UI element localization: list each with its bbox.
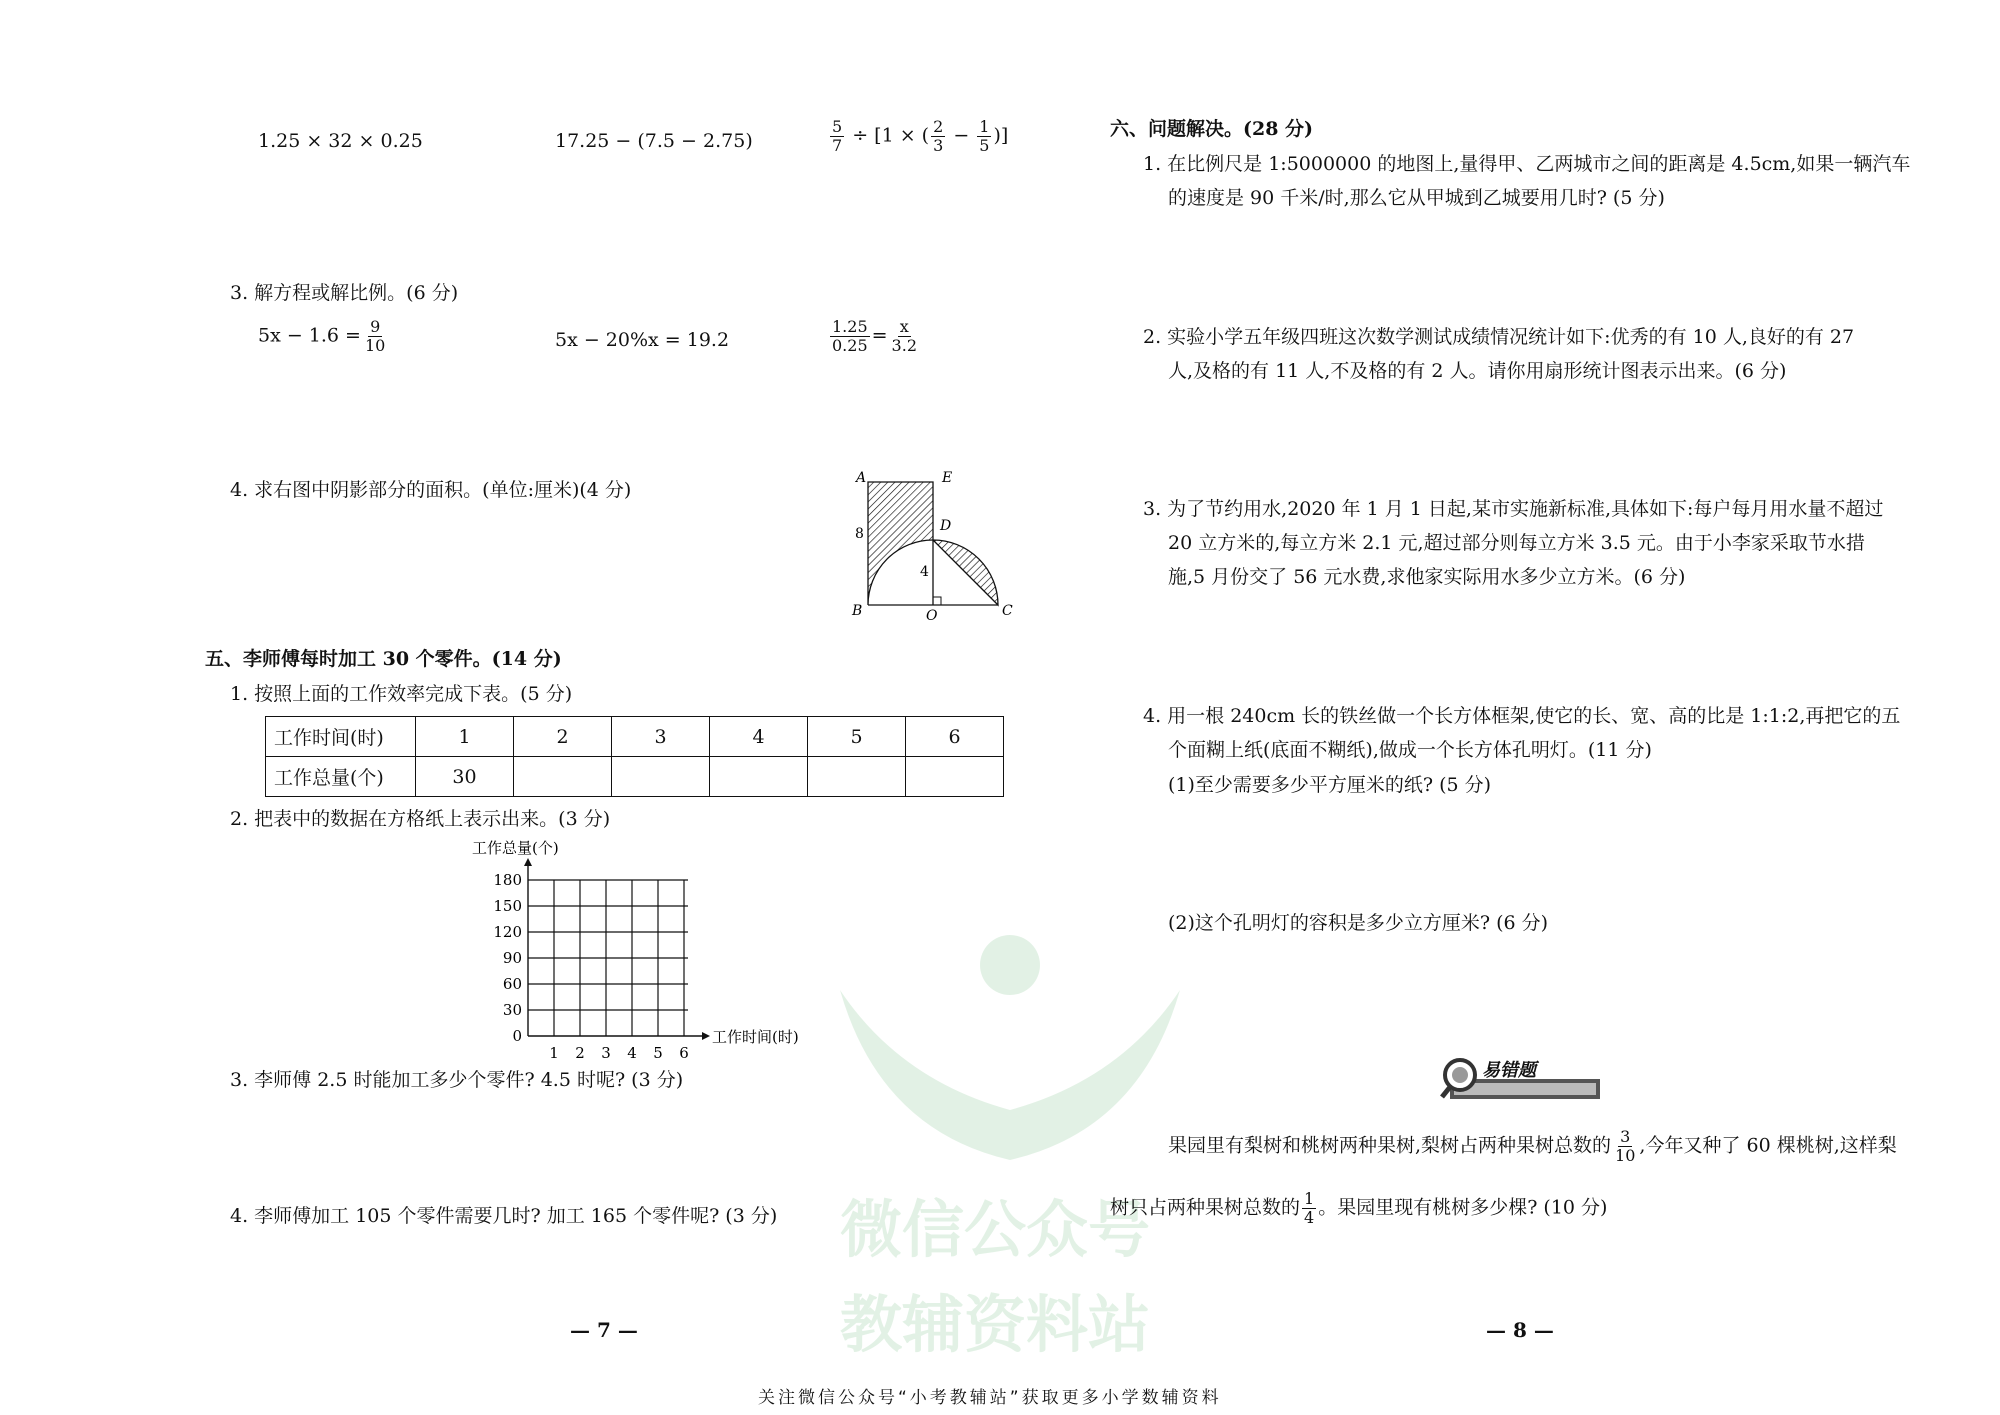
- svg-text:A: A: [856, 470, 867, 486]
- shaded-region-right: [933, 540, 998, 605]
- svg-text:B: B: [852, 603, 863, 619]
- svg-text:4: 4: [920, 564, 929, 580]
- fraction: $\frac{x}{3.2}$: [891, 317, 917, 355]
- sec5-q4: 4. 李师傅加工 105 个零件需要几时? 加工 165 个零件呢? (3 分): [230, 1205, 778, 1227]
- equation-2: 5x − 20%x = 19.2: [555, 329, 730, 351]
- table-cell: 30: [416, 757, 514, 797]
- y-tick: 30: [502, 1001, 522, 1019]
- p3-line3: 施,5 月份交了 56 元水费,求他家实际用水多少立方米。(6 分): [1168, 566, 1686, 588]
- sec5-q3: 3. 李师傅 2.5 时能加工多少个零件? 4.5 时呢? (3 分): [230, 1069, 684, 1091]
- svg-text:E: E: [942, 470, 953, 486]
- equation-3: $\frac{1.25}{0.25}$ = $\frac{x}{3.2}$: [832, 317, 917, 355]
- grid-xlabel: 工作时间(时): [712, 1028, 799, 1046]
- calc-expr-1: 1.25 × 32 × 0.25: [258, 130, 423, 152]
- section-5-title: 五、李师傅每时加工 30 个零件。(14 分): [205, 648, 562, 670]
- svg-text:8: 8: [855, 526, 864, 542]
- p3-line1: 3. 为了节约用水,2020 年 1 月 1 日起,某市实施新标准,具体如下:每户每月用水量不超过: [1143, 498, 1884, 520]
- table-header-time: 工作时间(时): [266, 717, 416, 757]
- svg-text:D: D: [940, 518, 952, 534]
- watermark-logo-icon: [820, 930, 1200, 1180]
- sec5-q2: 2. 把表中的数据在方格纸上表示出来。(3 分): [230, 808, 611, 830]
- table-row: [266, 717, 1004, 757]
- fraction: $\frac{1}{5}$: [979, 117, 990, 155]
- y-tick: 0: [512, 1027, 522, 1045]
- table-cell: 5: [808, 717, 906, 757]
- last-problem-line1: 果园里有梨树和桃树两种果树,梨树占两种果树总数的 $\frac{3}{10}$ ,今年又种了 60 棵桃树,这样梨: [1168, 1127, 1897, 1165]
- table-cell: 1: [416, 717, 514, 757]
- y-axis-arrow-icon: [524, 858, 532, 866]
- y-tick: 90: [502, 949, 522, 967]
- x-tick: 1: [549, 1044, 559, 1062]
- x-tick: 4: [627, 1044, 637, 1062]
- section-6-title: 六、问题解决。(28 分): [1110, 118, 1314, 140]
- table-cell-blank[interactable]: [906, 757, 1004, 797]
- work-table: [265, 716, 1004, 797]
- badge-label: 易错题: [1482, 1060, 1536, 1081]
- p2-line1: 2. 实验小学五年级四班这次数学测试成绩情况统计如下:优秀的有 10 人,良好的有 27: [1143, 326, 1855, 348]
- shaded-region-left: [868, 482, 933, 605]
- geometry-figure: [850, 470, 1025, 620]
- watermark-line2: 教辅资料站: [840, 1288, 1151, 1361]
- page-number-right: — 8 —: [1486, 1318, 1554, 1342]
- fraction: $\frac{5}{7}$: [832, 117, 843, 155]
- fraction: $\frac{2}{3}$: [933, 117, 944, 155]
- y-tick: 120: [493, 923, 522, 941]
- fraction: $\frac{3}{10}$: [1615, 1127, 1636, 1165]
- p4-sub1: (1)至少需要多少平方厘米的纸? (5 分): [1168, 774, 1492, 796]
- table-cell-blank[interactable]: [808, 757, 906, 797]
- fraction: $\frac{1}{4}$: [1304, 1189, 1315, 1227]
- q3-title: 3. 解方程或解比例。(6 分): [230, 282, 459, 304]
- x-tick: 6: [679, 1044, 689, 1062]
- table-cell: 2: [514, 717, 612, 757]
- x-tick: 5: [653, 1044, 663, 1062]
- x-tick: 3: [601, 1044, 611, 1062]
- calc-expr-2: 17.25 − (7.5 − 2.75): [555, 130, 753, 152]
- table-cell-blank[interactable]: [514, 757, 612, 797]
- watermark-line1: 微信公众号: [840, 1193, 1151, 1266]
- y-tick: 150: [493, 897, 522, 915]
- watermark: [820, 930, 1200, 1370]
- p1-line1: 1. 在比例尺是 1:5000000 的地图上,量得甲、乙两城市之间的距离是 4.5cm,如果一辆汽车: [1143, 153, 1911, 175]
- table-cell: 3: [612, 717, 710, 757]
- x-tick: 2: [575, 1044, 585, 1062]
- footer-note: 关注微信公众号“小考教辅站”获取更多小学数辅资料: [758, 1388, 1222, 1408]
- y-tick: 60: [502, 975, 522, 993]
- table-cell-blank[interactable]: [710, 757, 808, 797]
- y-tick: 180: [493, 871, 522, 889]
- x-axis-arrow-icon: [702, 1032, 710, 1040]
- p4-line1: 4. 用一根 240cm 长的铁丝做一个长方体框架,使它的长、宽、高的比是 1:1:2,再把它的五: [1143, 705, 1901, 727]
- p1-line2: 的速度是 90 千米/时,那么它从甲城到乙城要用几时? (5 分): [1168, 187, 1665, 209]
- fraction: $\frac{9}{10}$: [364, 317, 386, 355]
- equation-1: 5x − 1.6 = $\frac{9}{10}$: [258, 317, 386, 355]
- grid-ylabel: 工作总量(个): [472, 839, 559, 857]
- table-cell-blank[interactable]: [612, 757, 710, 797]
- svg-text:O: O: [926, 608, 938, 620]
- mistake-prone-badge: [1440, 1055, 1600, 1101]
- q4-title: 4. 求右图中阴影部分的面积。(单位:厘米)(4 分): [230, 479, 632, 501]
- p4-sub2: (2)这个孔明灯的容积是多少立方厘米? (6 分): [1168, 912, 1549, 934]
- table-header-amount: 工作总量(个): [266, 757, 416, 797]
- table-cell: 4: [710, 717, 808, 757]
- sec5-q1: 1. 按照上面的工作效率完成下表。(5 分): [230, 683, 573, 705]
- fraction: $\frac{1.25}{0.25}$: [832, 317, 868, 355]
- svg-text:C: C: [1002, 603, 1013, 619]
- table-row: [266, 757, 1004, 797]
- table-cell: 6: [906, 717, 1004, 757]
- page-number-left: — 7 —: [570, 1318, 638, 1342]
- p4-line2: 个面糊上纸(底面不糊纸),做成一个长方体孔明灯。(11 分): [1168, 739, 1652, 761]
- p2-line2: 人,及格的有 11 人,不及格的有 2 人。请你用扇形统计图表示出来。(6 分): [1168, 360, 1787, 382]
- grid-lines: [528, 880, 688, 1036]
- grid-paper: [460, 836, 820, 1066]
- last-problem-line2: 树只占两种果树总数的 $\frac{1}{4}$ 。果园里现有桃树多少棵? (10 分): [1110, 1189, 1608, 1227]
- calc-expr-3: $\frac{5}{7}$ ÷ [1 × ( $\frac{2}{3}$ − $\frac{1}{5}$ )]: [832, 117, 1009, 155]
- p3-line2: 20 立方米的,每立方米 2.1 元,超过部分则每立方米 3.5 元。由于小李家采取节水措: [1168, 532, 1865, 554]
